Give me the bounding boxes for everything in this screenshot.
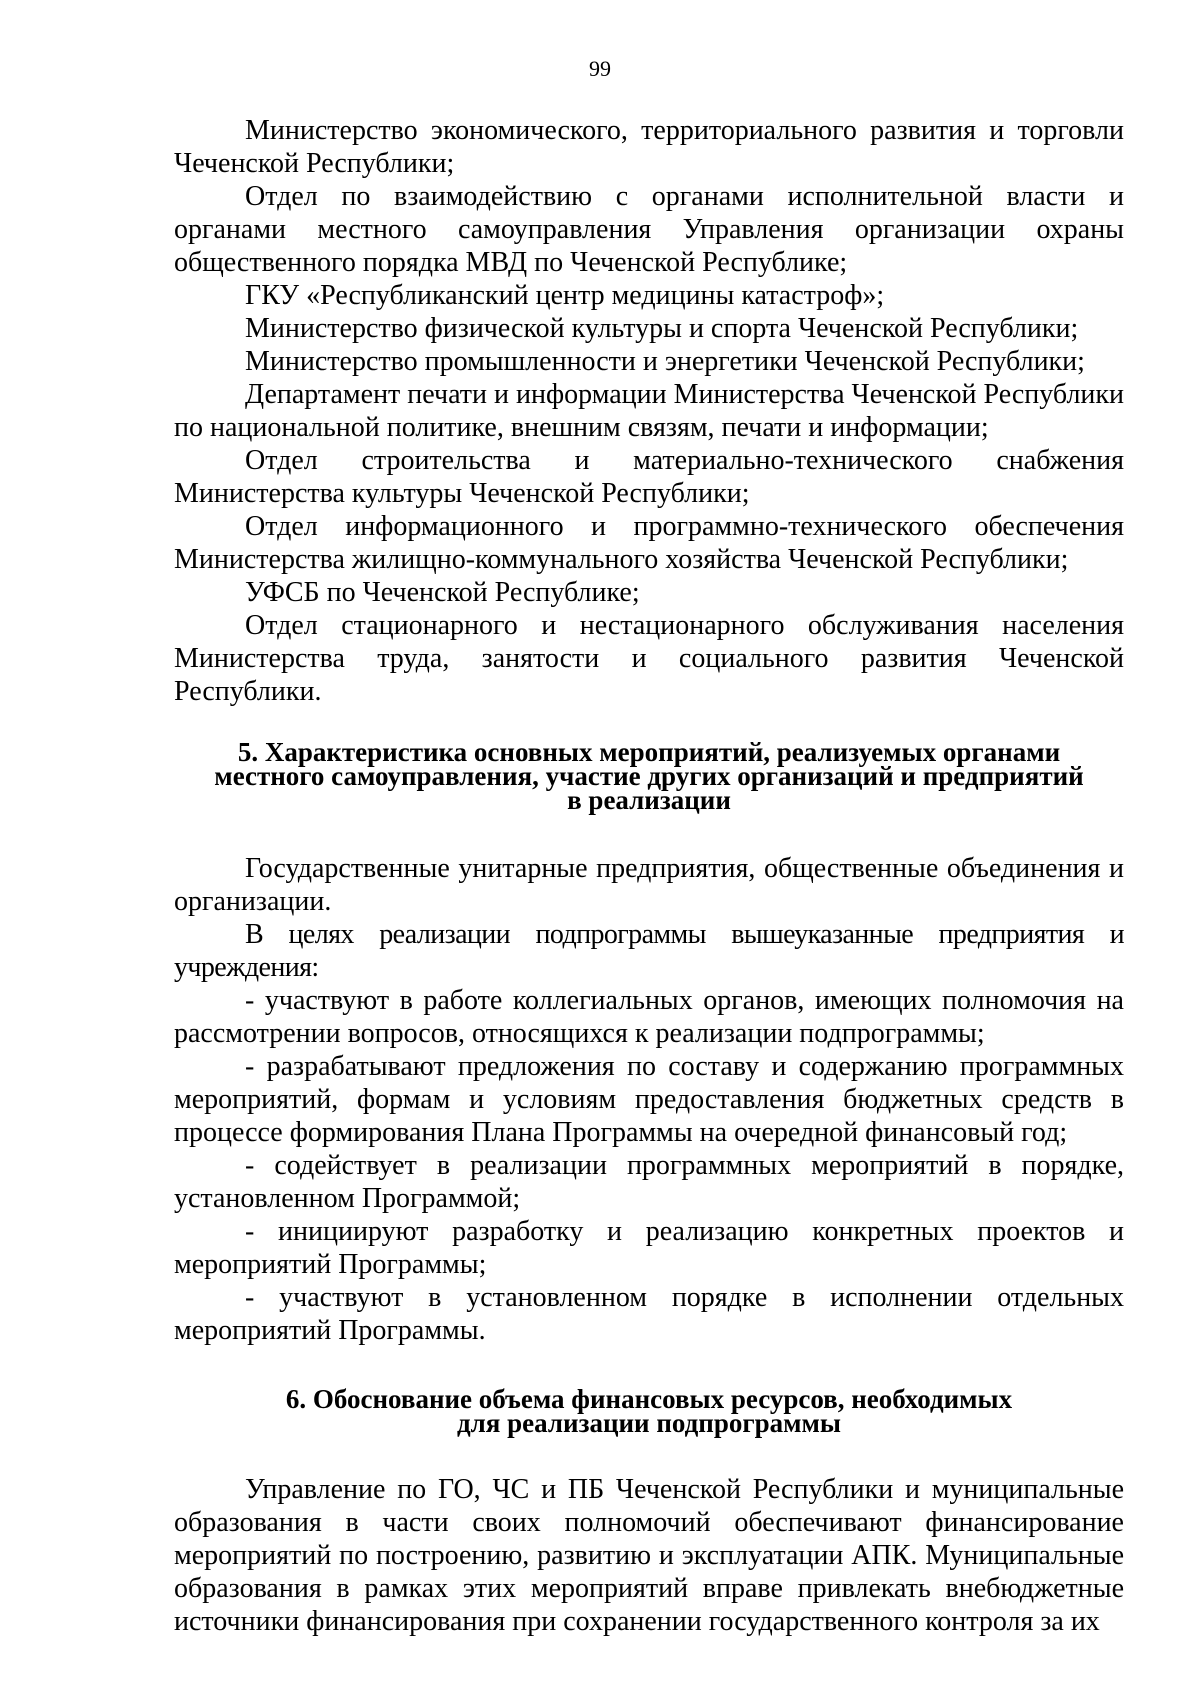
paragraph: Министерство промышленности и энергетики Чеченской Республики;	[245, 346, 1085, 377]
section-body	[174, 852, 1124, 1347]
paragraph: Отдел по взаимодействию с органами исполнительной власти и органами местного самоуправления Управления организации охраны общественного порядка МВД по Чеченской Республике;	[174, 181, 1124, 278]
paragraph: Министерство физической культуры и спорта Чеченской Республики;	[245, 313, 1079, 344]
paragraph: В целях реализации подпрограммы вышеуказанные предприятия и учреждения:	[174, 919, 1124, 983]
heading-line: для реализации подпрограммы	[456, 1408, 842, 1438]
bullet-item: - содействует в реализации программных мероприятий в порядке, установленном Программой;	[174, 1150, 1124, 1214]
section-heading	[174, 737, 1124, 815]
heading-line: в реализации	[567, 785, 731, 815]
paragraph: Департамент печати и информации Министерства Чеченской Республики по национальной политике, внешним связям, печати и информации;	[174, 379, 1124, 443]
heading-line: 5. Характеристика основных мероприятий, реализуемых органами	[237, 737, 1061, 767]
section-body	[174, 1473, 1124, 1638]
paragraph: Управление по ГО, ЧС и ПБ Чеченской Республики и муниципальные образования в части своих полномочий обеспечивают финансирование мероприятий по построению, развитию и эксплуатации АПК. Муниципальные образования в рамках этих мероприятий вправе привлекать внебюджетные источники финансирования при сохранении государственного контроля за их	[174, 1474, 1124, 1637]
heading-line: 6. Обоснование объема финансовых ресурсов, необходимых	[285, 1384, 1013, 1414]
bullet-item: - участвуют в установленном порядке в исполнении отдельных мероприятий Программы.	[174, 1282, 1124, 1346]
section-5	[174, 737, 1124, 1347]
bullet-item: - инициируют разработку и реализацию конкретных проектов и мероприятий Программы;	[174, 1216, 1124, 1280]
paragraph: Отдел стационарного и нестационарного обслуживания населения Министерства труда, занятости и социального развития Чеченской Республики.	[174, 610, 1124, 707]
heading-line: местного самоуправления, участие других организаций и предприятий	[214, 761, 1084, 791]
bullet-item: - разрабатывают предложения по составу и содержанию программных мероприятий, формам и условиям предоставления бюджетных средств в процессе формирования Плана Программы на очередной финансовый год;	[174, 1051, 1124, 1148]
paragraph: УФСБ по Чеченской Республике;	[245, 577, 640, 608]
page-body	[174, 114, 1124, 1638]
bullet-item: - участвуют в работе коллегиальных органов, имеющих полномочия на рассмотрении вопросов, относящихся к реализации подпрограммы;	[174, 985, 1124, 1049]
paragraph: Государственные унитарные предприятия, общественные объединения и организации.	[174, 853, 1124, 917]
organization-list	[174, 114, 1124, 708]
page-number: 99	[589, 56, 611, 81]
section-heading	[174, 1384, 1124, 1438]
paragraph: Отдел информационного и программно-технического обеспечения Министерства жилищно-коммунального хозяйства Чеченской Республики;	[174, 511, 1124, 575]
section-6	[174, 1384, 1124, 1638]
paragraph: Министерство экономического, территориального развития и торговли Чеченской Республики;	[174, 115, 1124, 179]
paragraph: Отдел строительства и материально-технического снабжения Министерства культуры Чеченской Республики;	[174, 445, 1124, 509]
paragraph: ГКУ «Республиканский центр медицины катастроф»;	[245, 280, 885, 311]
